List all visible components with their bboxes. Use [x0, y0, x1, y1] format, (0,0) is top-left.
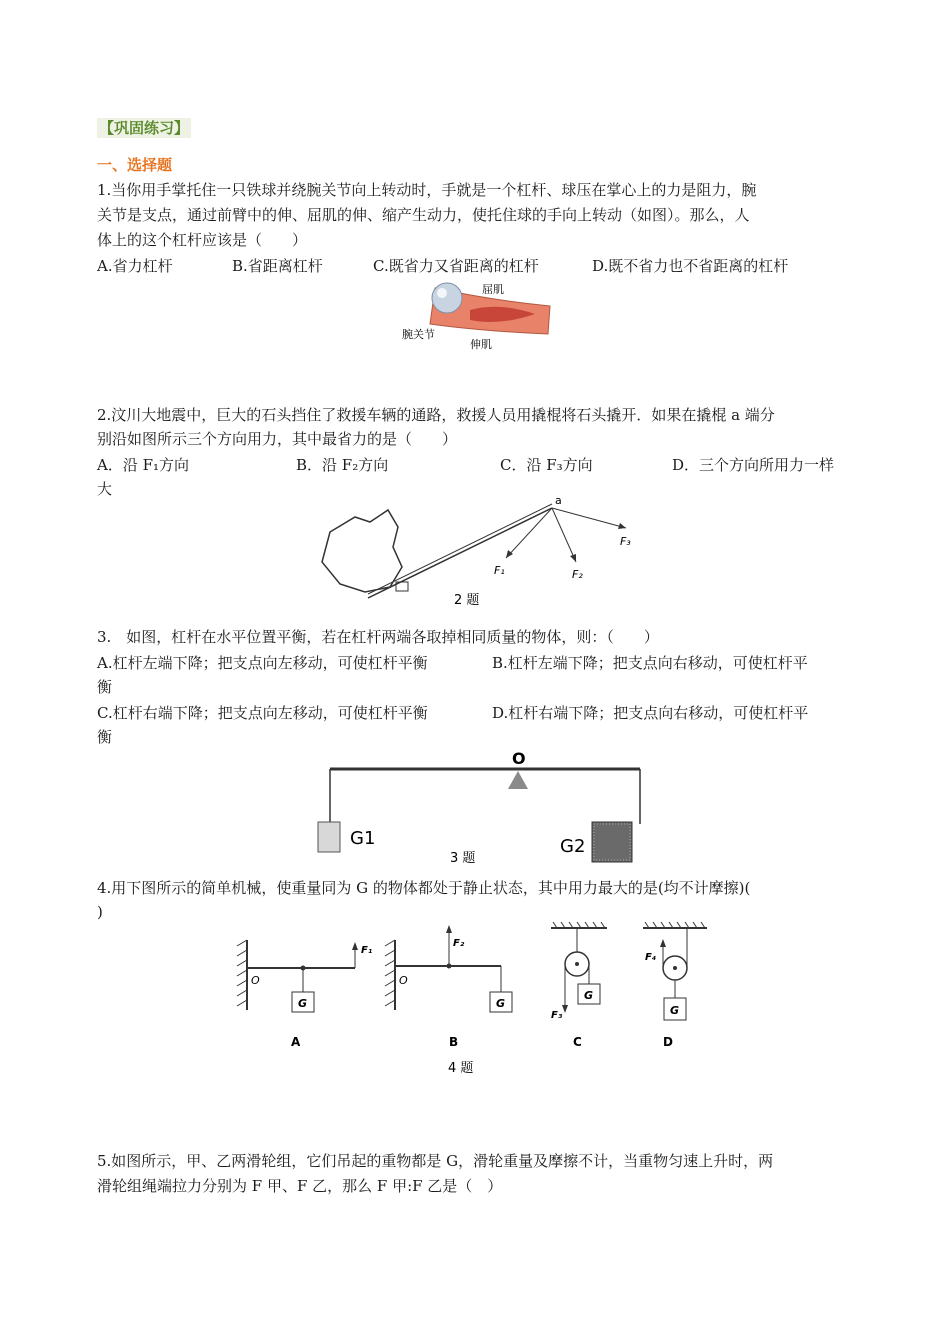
- q2-text-line-2: 别沿如图所示三个方向用力，其中最省力的是（ ）: [97, 430, 458, 448]
- label-flexor: 屈肌: [482, 283, 504, 296]
- f1-label: F₁: [494, 564, 505, 577]
- q3-caption: 3 题: [450, 851, 476, 866]
- svg-text:F₂: F₂: [453, 938, 465, 949]
- section-title-choice: 一、选择题: [97, 156, 173, 174]
- f2-arrow: [552, 508, 576, 562]
- q2-caption: 2 题: [454, 593, 480, 608]
- q3-option-b: B.杠杆左端下降；把支点向右移动，可使杠杆平: [492, 654, 808, 672]
- svg-text:G: G: [670, 1004, 680, 1017]
- q3-lever-figure: [300, 744, 650, 866]
- q3-option-a: A.杠杆左端下降；把支点向左移动，可使杠杆平衡: [97, 654, 428, 672]
- machine-a: [237, 940, 372, 1049]
- q2-crowbar-figure: [310, 492, 650, 614]
- svg-text:F₁: F₁: [361, 945, 373, 956]
- q3-option-d-tail: 衡: [97, 728, 113, 746]
- q3-text-line: 3. 如图，杠杆在水平位置平衡，若在杠杆两端各取掉相同质量的物体，则：（ ）: [97, 628, 659, 646]
- q1-text-line-3: 体上的这个杠杆应该是（ ）: [97, 231, 308, 249]
- q2-option-d-tail: 大: [97, 480, 113, 498]
- f3-arrow: [552, 508, 626, 528]
- q1-option-c: C.既省力又省距离的杠杆: [373, 257, 539, 275]
- q4-caption: 4 题: [448, 1061, 474, 1076]
- q3-option-d: D.杠杆右端下降；把支点向右移动，可使杠杆平: [492, 704, 809, 722]
- q2-option-d: D．三个方向所用力一样: [672, 456, 835, 474]
- machine-c: [551, 922, 607, 1049]
- q2-option-b: B．沿 F₂方向: [296, 456, 389, 474]
- q5-text-line-2: 滑轮组绳端拉力分别为 F 甲、F 乙，那么 F 甲:F 乙是（ ）: [97, 1177, 503, 1195]
- svg-text:B: B: [449, 1035, 459, 1049]
- q2-text-line-1: 2.汶川大地震中，巨大的石头挡住了救援车辆的通路，救援人员用撬棍将石头撬开．如果在撬棍 a 端分: [97, 406, 775, 424]
- exercise-heading: 【巩固练习】: [99, 119, 190, 137]
- svg-text:D: D: [663, 1035, 673, 1049]
- q1-option-b: B.省距离杠杆: [232, 257, 323, 275]
- g2-label: G2: [560, 836, 586, 857]
- q1-option-d: D.既不省力也不省距离的杠杆: [592, 257, 789, 275]
- f2-label: F₂: [572, 568, 583, 581]
- q5-text-line-1: 5.如图所示，甲、乙两滑轮组，它们吊起的重物都是 G，滑轮重量及摩擦不计，当重物匀速上升时，两: [97, 1152, 774, 1170]
- svg-text:A: A: [291, 1035, 301, 1049]
- g1-label: G1: [350, 828, 376, 849]
- pivot-o-label: O: [512, 749, 526, 768]
- label-extensor: 伸肌: [470, 338, 492, 351]
- svg-text:O: O: [251, 974, 260, 987]
- weight-g1: [318, 822, 340, 852]
- q3-option-c: C.杠杆右端下降；把支点向左移动，可使杠杆平衡: [97, 704, 428, 722]
- fulcrum-triangle: [508, 771, 528, 789]
- q1-option-a: A.省力杠杆: [97, 257, 173, 275]
- svg-text:G: G: [298, 997, 308, 1010]
- svg-text:F₄: F₄: [645, 952, 657, 963]
- svg-text:F₃: F₃: [551, 1010, 563, 1021]
- q2-option-a: A．沿 F₁方向: [97, 456, 190, 474]
- label-wrist: 腕关节: [402, 328, 435, 341]
- svg-text:G: G: [584, 989, 594, 1002]
- q1-arm-figure: [400, 276, 560, 356]
- iron-ball: [432, 283, 462, 313]
- machine-b: [385, 925, 512, 1049]
- weight-g2: [592, 822, 632, 862]
- svg-text:O: O: [399, 974, 408, 987]
- q2-option-c: C．沿 F₃方向: [500, 456, 593, 474]
- point-a-label: a: [555, 494, 562, 507]
- svg-text:G: G: [496, 997, 506, 1010]
- q4-machines-figure: [235, 920, 715, 1080]
- q1-text-line-1: 1.当你用手掌托住一只铁球并绕腕关节向上转动时，手就是一个杠杆、球压在掌心上的力是阻力，腕: [97, 181, 757, 199]
- machine-d: [643, 922, 707, 1049]
- rock-outline: [322, 510, 402, 592]
- q1-text-line-2: 关节是支点，通过前臂中的伸、屈肌的伸、缩产生动力，使托住球的手向上转动（如图）。那么，人: [97, 206, 750, 224]
- q4-text-tail: ): [97, 903, 103, 921]
- q4-text-line: 4.用下图所示的简单机械，使重量同为 G 的物体都处于静止状态，其中用力最大的是(均不计摩擦)(: [97, 879, 751, 897]
- svg-text:C: C: [573, 1035, 582, 1049]
- f3-label: F₃: [620, 535, 631, 548]
- q3-option-b-tail: 衡: [97, 678, 113, 696]
